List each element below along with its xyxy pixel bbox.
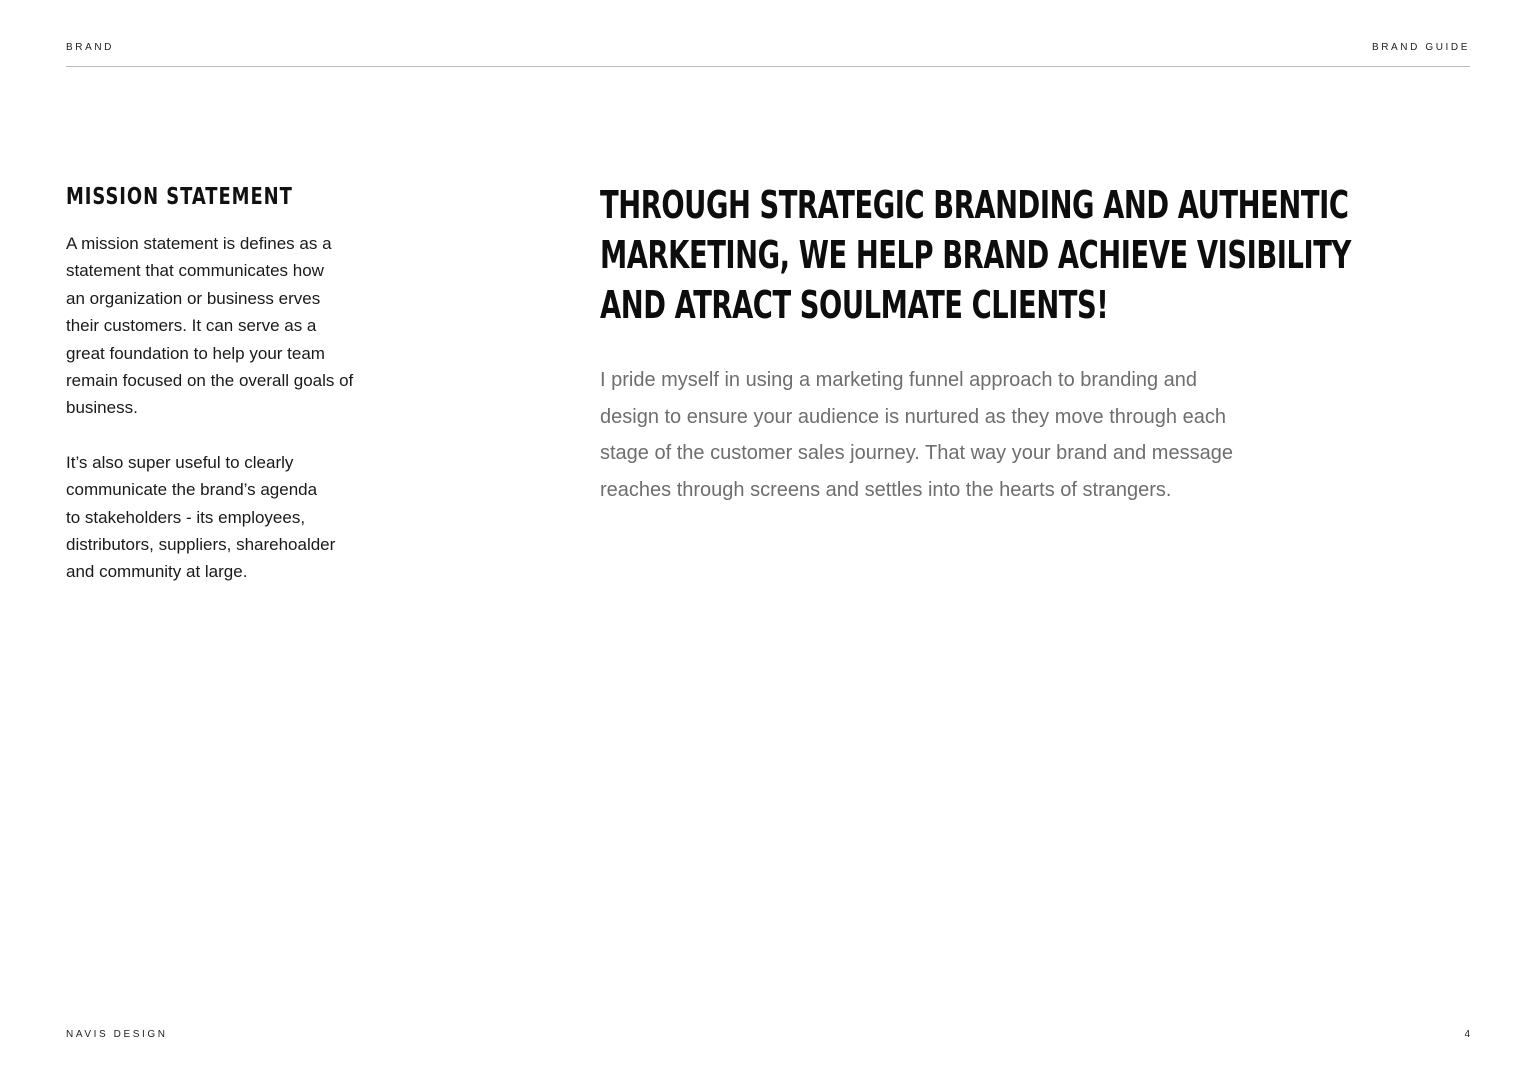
lead-paragraph xyxy=(600,362,1233,508)
mission-paragraph-2-line: It’s also super useful to clearly xyxy=(66,452,294,472)
mission-paragraph-2-line: and community at large. xyxy=(66,562,248,582)
mission-paragraph-1-line: great foundation to help your team xyxy=(66,343,325,363)
headline-line: MARKETING, WE HELP BRAND ACHIEVE VISIBILITY xyxy=(600,233,1351,277)
lead-paragraph-line: design to ensure your audience is nurtured as they move through each xyxy=(600,405,1226,428)
mission-paragraph-1 xyxy=(66,230,426,422)
mission-paragraph-1-line: an organization or business erves xyxy=(66,288,321,308)
mission-statement-title: MISSION STATEMENT xyxy=(66,184,293,210)
headline xyxy=(600,180,1351,330)
page-header xyxy=(66,40,1470,67)
headline-section xyxy=(600,180,1360,501)
page-number: 4 xyxy=(1464,1029,1470,1040)
lead-paragraph-line: stage of the customer sales journey. That way your brand and message xyxy=(600,442,1233,465)
mission-paragraph-2-line: distributors, suppliers, sharehoalder xyxy=(66,535,336,555)
mission-paragraph-2-line: communicate the brand’s agenda xyxy=(66,480,318,500)
lead-paragraph-line: I pride myself in using a marketing funnel approach to branding and xyxy=(600,369,1198,391)
mission-paragraph-1-line: statement that communicates how xyxy=(66,261,324,281)
footer-brand-name: NAVIS DESIGN xyxy=(66,1029,168,1040)
lead-paragraph-line: reaches through screens and settles into the hearts of strangers. xyxy=(600,478,1172,501)
mission-paragraph-1-line: remain focused on the overall goals of xyxy=(66,371,354,391)
mission-statement-section xyxy=(66,184,426,586)
mission-paragraph-1-line: business. xyxy=(66,398,138,418)
mission-paragraph-2-line: to stakeholders - its employees, xyxy=(66,507,306,527)
headline-line: AND ATRACT SOULMATE CLIENTS! xyxy=(600,283,1109,327)
header-section-label: BRAND xyxy=(66,42,115,53)
mission-paragraph-1-line: their customers. It can serve as a xyxy=(66,316,317,336)
mission-paragraph-1-line: A mission statement is defines as a xyxy=(66,234,332,253)
header-document-title: BRAND GUIDE xyxy=(1371,42,1470,53)
mission-paragraph-2 xyxy=(66,449,426,586)
headline-line: THROUGH STRATEGIC BRANDING AND AUTHENTIC xyxy=(600,183,1349,227)
